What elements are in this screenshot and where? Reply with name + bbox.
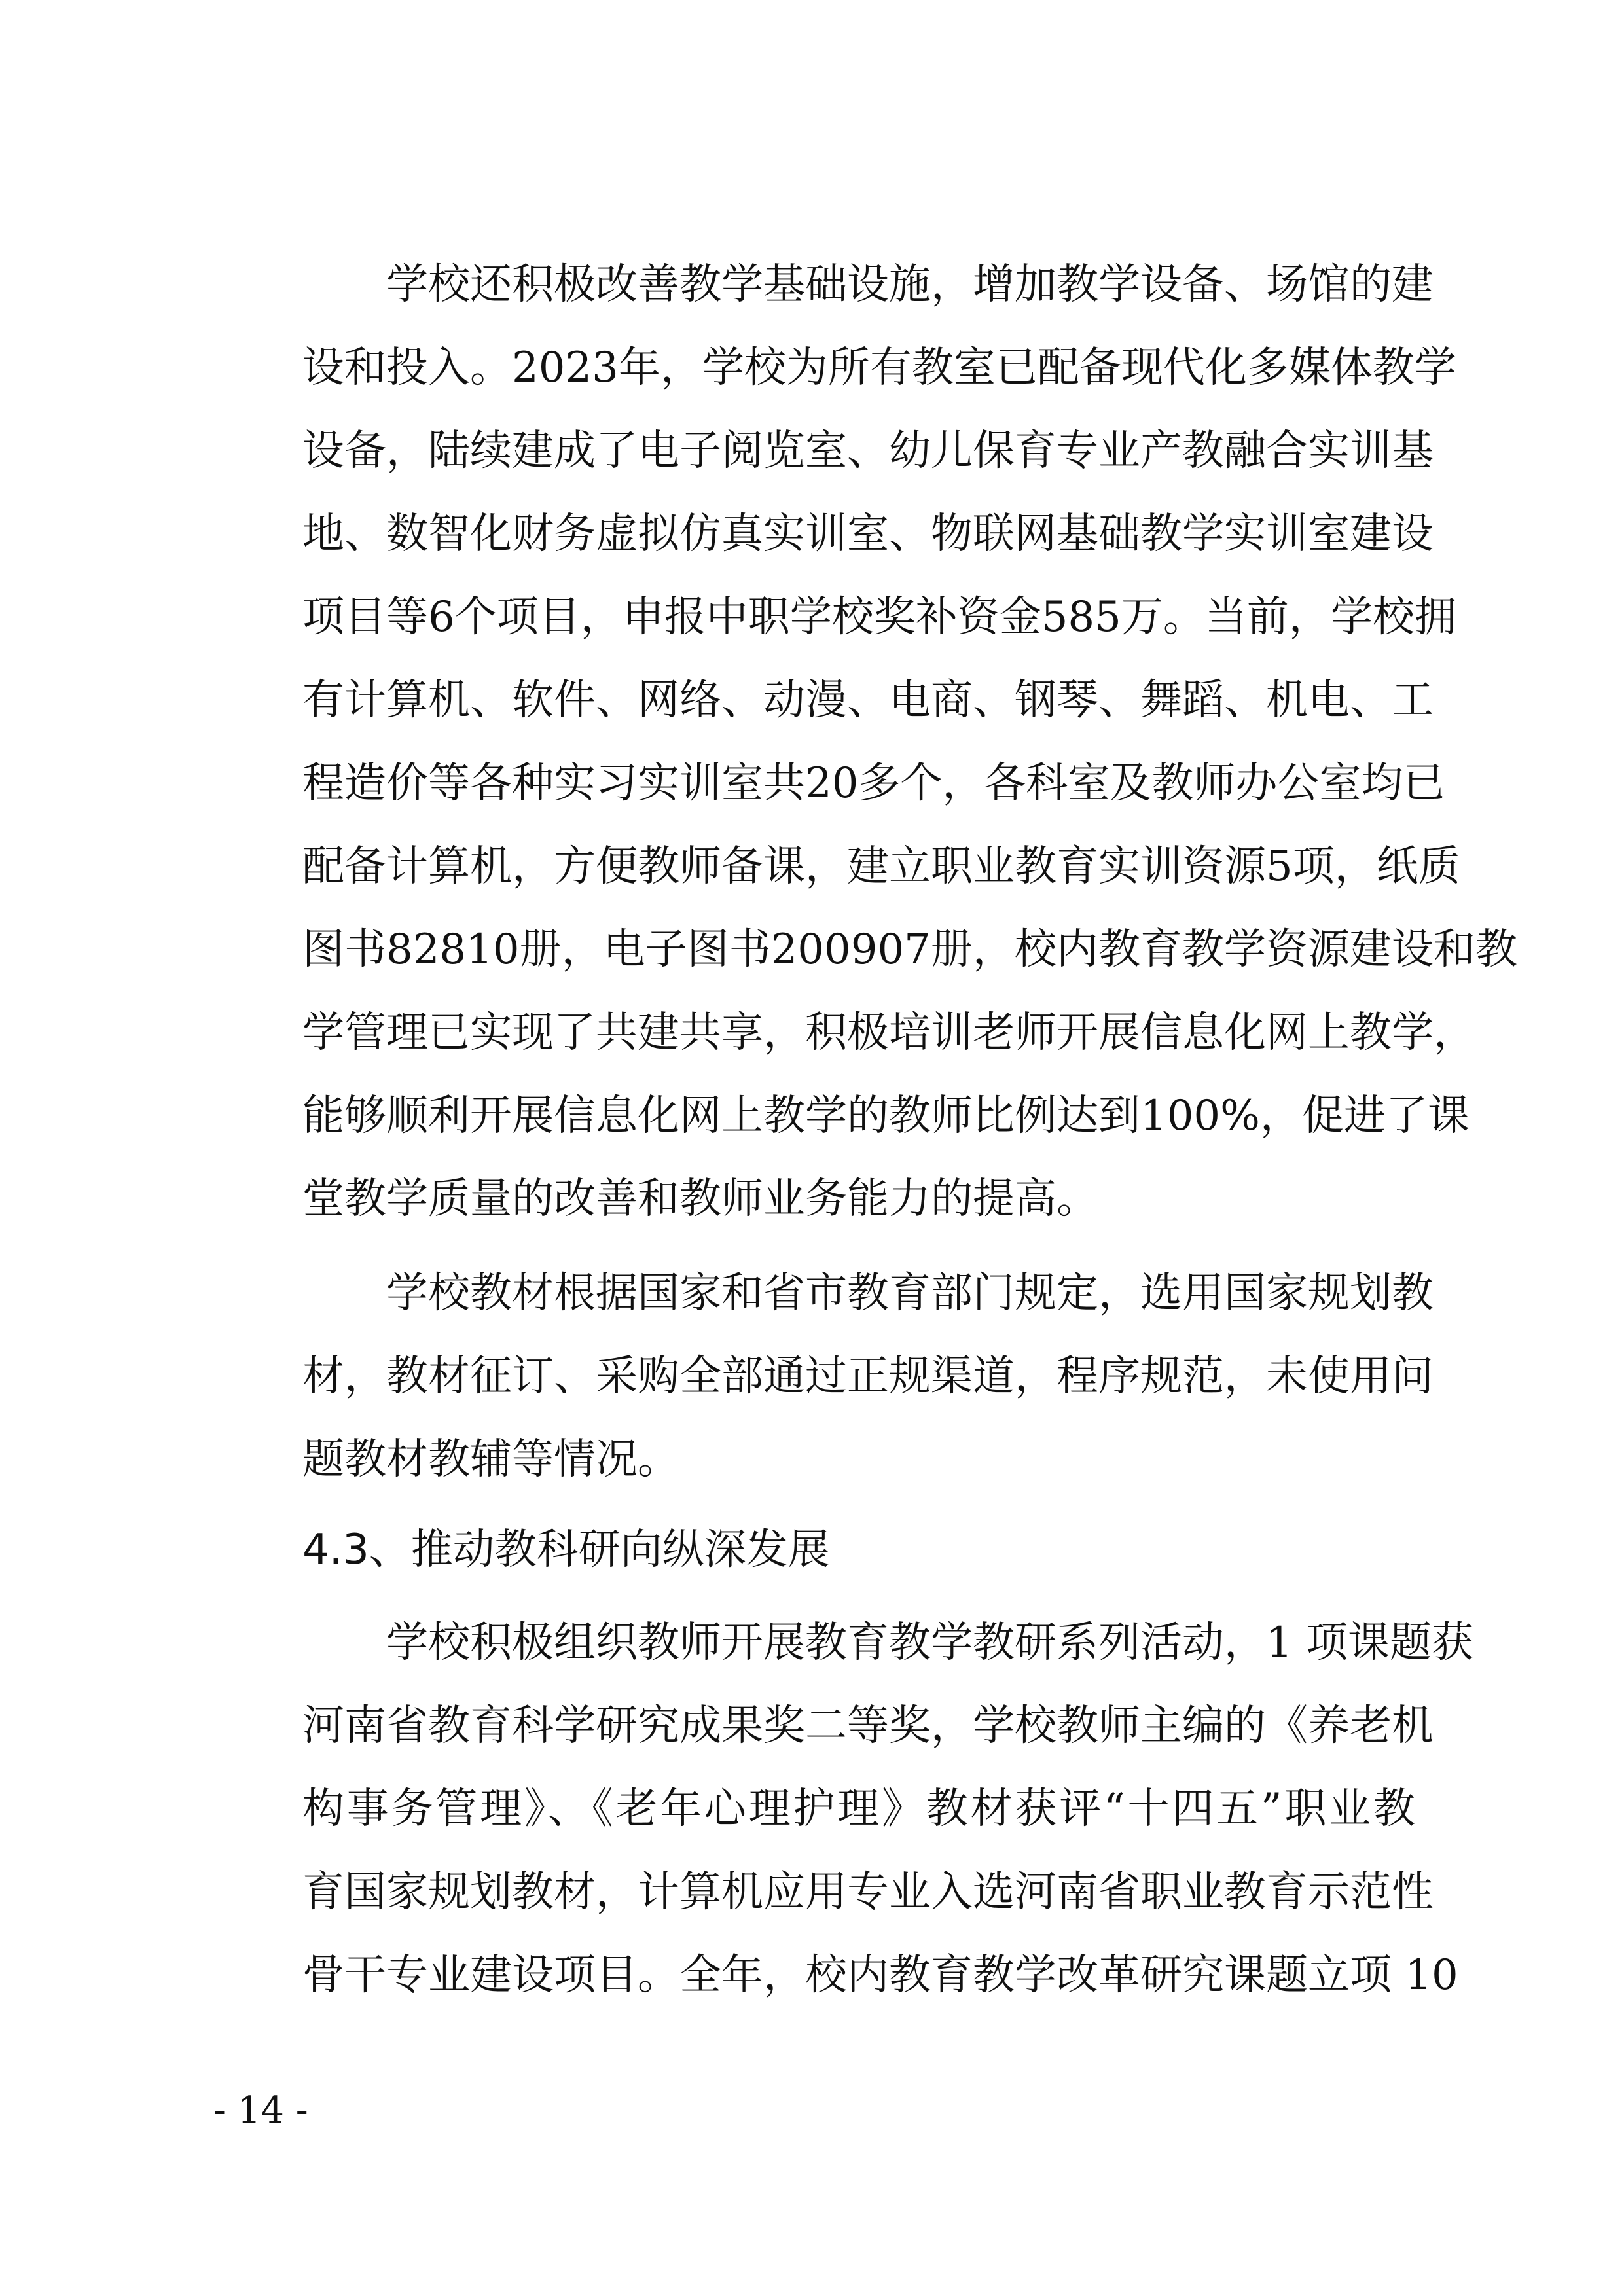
text-line: 地、数智化财务虚拟仿真实训室、物联网基础教学实训室建设 <box>302 510 1434 558</box>
text-line: 程造价等各种实习实训室共20多个，各科室及教师办公室均已 <box>302 759 1445 808</box>
text-line: 学校积极组织教师开展教育教学教研系列活动，1 项课题获 <box>386 1619 1474 1667</box>
text-line: 堂教学质量的改善和教师业务能力的提高。 <box>302 1175 1098 1223</box>
text-line: 学管理已实现了共建共享，积极培训老师开展信息化网上教学， <box>302 1009 1475 1057</box>
section-heading: 4.3、推动教科研向纵深发展 <box>302 1526 830 1574</box>
text-line: 构事务管理》、《老年心理护理》教材获评“十四五”职业教 <box>302 1785 1415 1833</box>
text-line: 项目等6个项目，申报中职学校奖补资金585万。当前，学校拥 <box>302 593 1456 641</box>
text-line: 学校还积极改善教学基础设施，增加教学设备、场馆的建 <box>386 260 1434 309</box>
text-line: 图书82810册，电子图书200907册，校内教育教学资源建设和教 <box>302 925 1517 974</box>
text-line: 学校教材根据国家和省市教育部门规定，选用国家规划教 <box>386 1269 1434 1318</box>
text-line: 骨干专业建设项目。全年，校内教育教学改革研究课题立项 10 <box>302 1951 1458 2000</box>
text-line: 河南省教育科学研究成果奖二等奖，学校教师主编的《养老机 <box>302 1702 1434 1750</box>
page-number: - 14 - <box>213 2089 308 2132</box>
text-line: 设备，陆续建成了电子阅览室、幼儿保育专业产教融合实训基 <box>302 427 1434 475</box>
text-line: 配备计算机，方便教师备课，建立职业教育实训资源5项，纸质 <box>302 842 1460 891</box>
text-line: 题教材教辅等情况。 <box>302 1435 679 1484</box>
text-line: 育国家规划教材，计算机应用专业入选河南省职业教育示范性 <box>302 1868 1434 1916</box>
text-line: 设和投入。2023年，学校为所有教室已配备现代化多媒体教学 <box>302 344 1456 392</box>
text-line: 能够顺利开展信息化网上教学的教师比例达到100%，促进了课 <box>302 1092 1470 1140</box>
text-line: 材，教材征订、采购全部通过正规渠道，程序规范，未使用问 <box>302 1352 1434 1401</box>
text-line: 有计算机、软件、网络、动漫、电商、钢琴、舞蹈、机电、工 <box>302 676 1434 725</box>
